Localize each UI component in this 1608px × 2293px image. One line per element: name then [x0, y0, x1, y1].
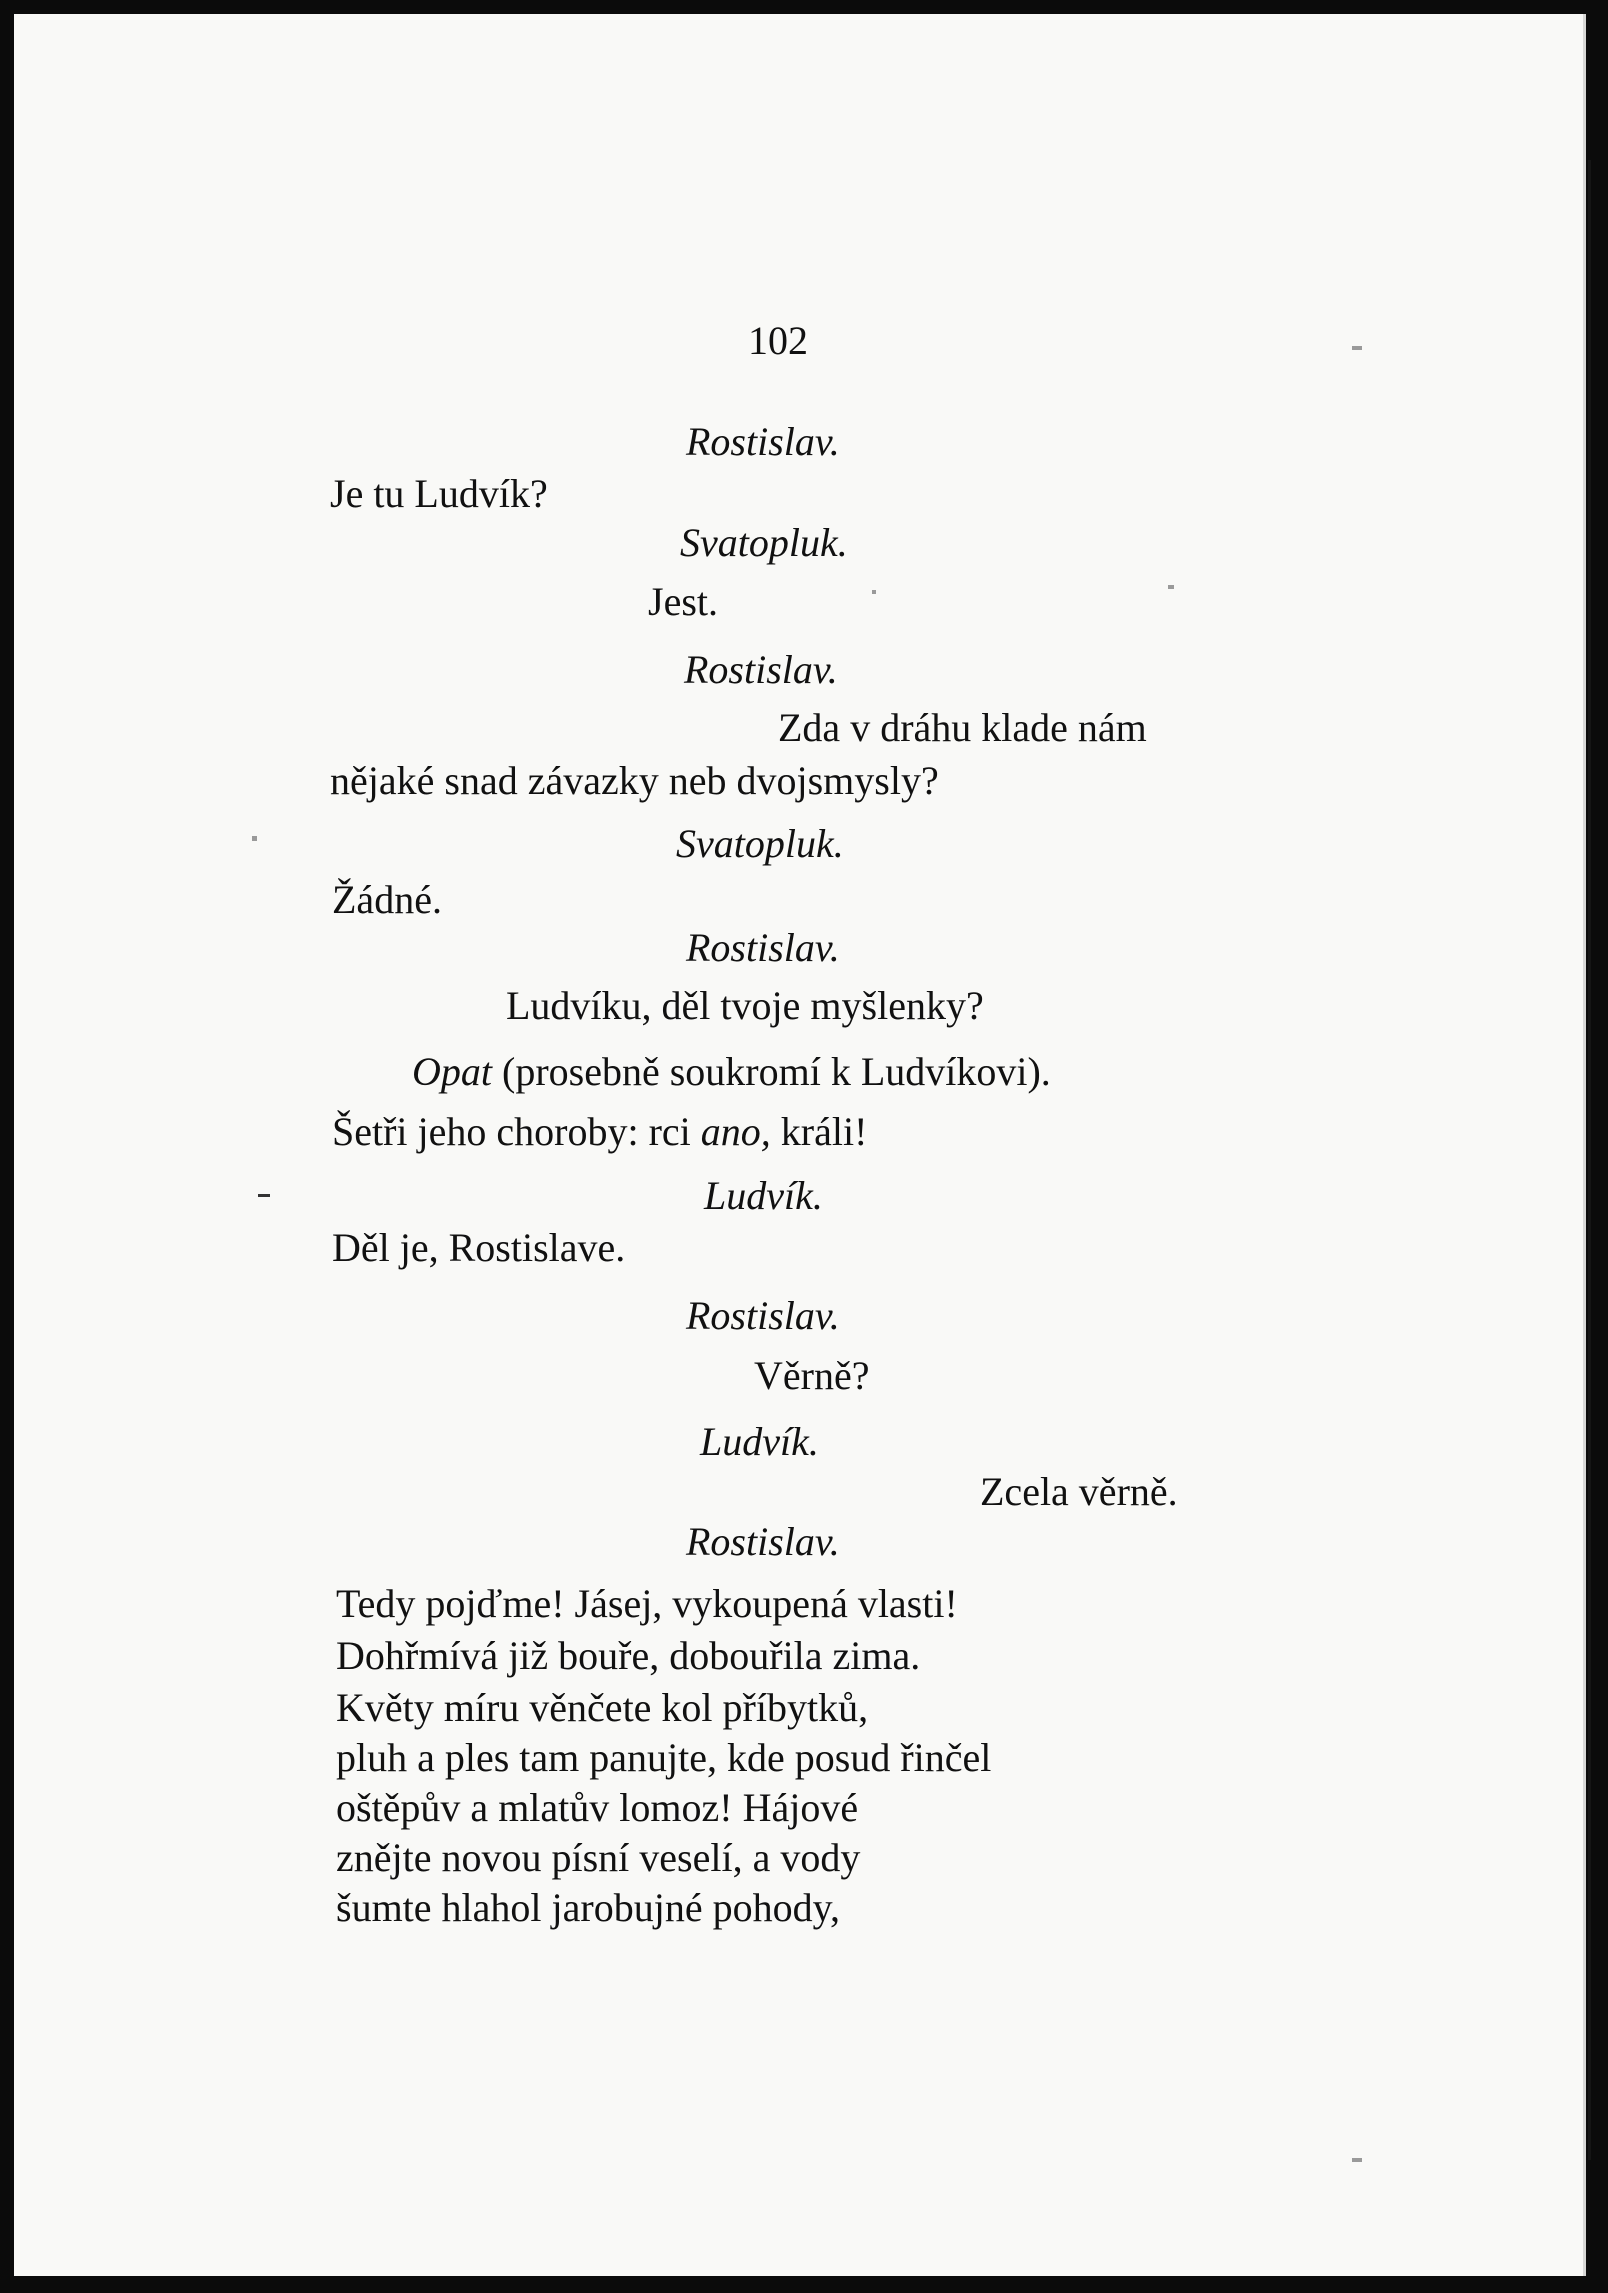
scan-speck: [252, 836, 257, 841]
verse-line: Ludvíku, děl tvoje myšlenky?: [506, 983, 984, 1028]
verse-text: Šetři jeho choroby: rci: [332, 1109, 691, 1154]
verse-line: Děl je, Rostislave.: [332, 1225, 626, 1270]
verse-text: králi!: [780, 1109, 868, 1154]
speaker-name: Rostislav.: [686, 1293, 840, 1338]
verse-line: zněјte novou písní veselí, a vody: [336, 1835, 861, 1880]
scan-speck: [1168, 585, 1174, 589]
verse-line: nějaké snad závazky neb dvojsmysly?: [330, 758, 939, 803]
verse-line: Jest.: [648, 579, 718, 624]
speaker-name: Svatopluk.: [676, 821, 844, 866]
scan-speck: [872, 590, 876, 594]
speaker-name: Ludvík.: [700, 1419, 819, 1464]
speaker-name: Rostislav.: [686, 1519, 840, 1564]
speaker-name: Rostislav.: [686, 419, 840, 464]
speaker-name: Ludvík.: [704, 1173, 823, 1218]
scan-speck: [258, 1194, 270, 1197]
verse-line: pluh a ples tam panujte, kde posud řinčel: [336, 1735, 992, 1780]
verse-line: Zda v dráhu klade nám: [778, 705, 1147, 750]
scan-edge-line: [1588, 160, 1591, 2160]
page-number: 102: [748, 318, 808, 363]
scan-speck: [1352, 2158, 1362, 2162]
scan-speck: [1352, 346, 1362, 350]
verse-line: Květy míru věnčete kol příbytků,: [336, 1685, 869, 1730]
verse-line: Žádné.: [332, 877, 442, 922]
speaker-name: Rostislav.: [684, 647, 838, 692]
stage-direction: [412, 1048, 1051, 1096]
speaker-name: Svatopluk.: [680, 520, 848, 565]
speaker-name: Opat: [412, 1049, 492, 1094]
verse-line: Tedy pojďme! Jásej, vykoupená vlasti!: [336, 1581, 958, 1626]
verse-line: šumte hlahol jarobujné pohody,: [336, 1885, 840, 1930]
verse-line: [332, 1108, 867, 1156]
verse-line: Zcela věrně.: [980, 1469, 1178, 1514]
verse-line: Je tu Ludvík?: [330, 471, 548, 516]
speaker-name: Rostislav.: [686, 925, 840, 970]
emphasized-word: ano,: [700, 1109, 771, 1154]
verse-line: Věrně?: [754, 1353, 870, 1398]
verse-line: Dohřmívá již bouře, dobouřila zima.: [336, 1633, 921, 1678]
stage-direction-text: (prosebně soukromí k Ludvíkovi).: [502, 1049, 1051, 1094]
verse-line: oštěpův a mlatův lomoz! Hájové: [336, 1785, 859, 1830]
